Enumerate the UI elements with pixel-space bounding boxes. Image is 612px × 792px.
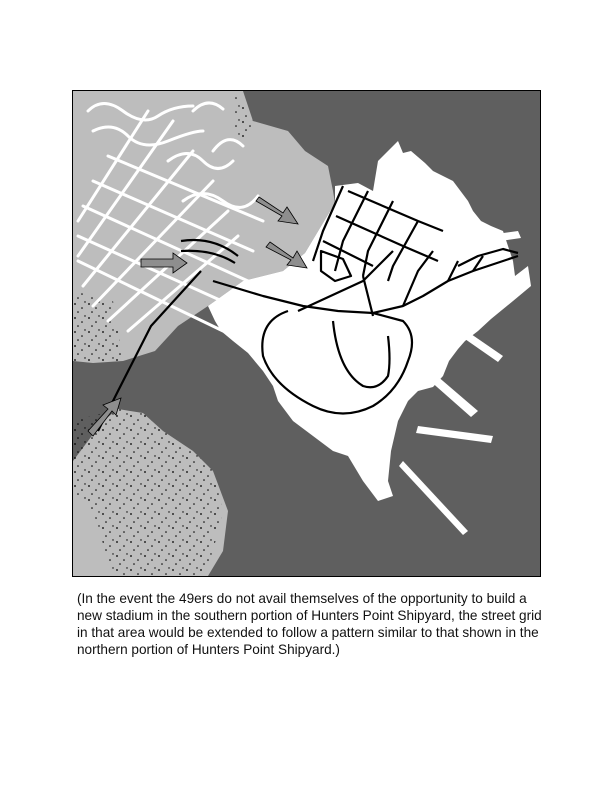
site-map (72, 90, 541, 577)
site-map-drawing (73, 91, 540, 576)
map-caption: (In the event the 49ers do not avail themselves of the opportunity to build a new stadium in the southern portion of Hunters Point Shipyard, the street grid in that area would be extended to follow a pattern similar to that shown in the northern portion of Hunters Point Shipyard.) (77, 591, 542, 657)
